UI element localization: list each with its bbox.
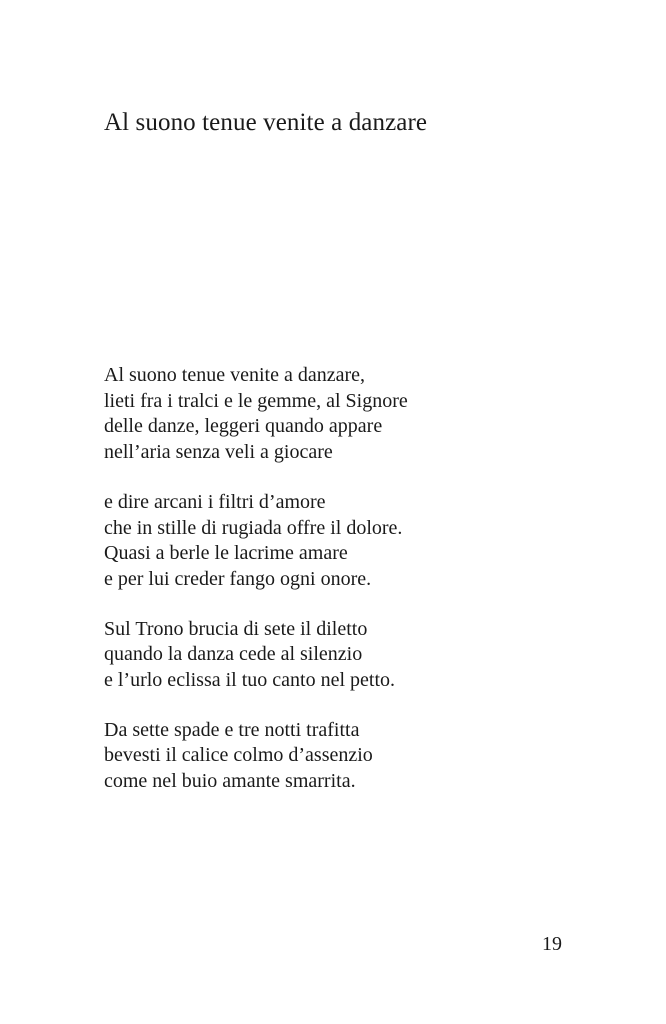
- poem-line: bevesti il calice colmo d’assenzio: [104, 744, 373, 767]
- stanza-4: [104, 718, 584, 795]
- poem-line: Sul Trono brucia di sete il diletto: [104, 617, 368, 640]
- poem-line: e dire arcani i filtri d’amore: [104, 490, 326, 513]
- poem-line: nell’aria senza veli a giocare: [104, 441, 333, 464]
- poem-line: e per lui creder fango ogni onore.: [104, 567, 372, 590]
- stanza-2: [104, 490, 584, 593]
- poem-line: che in stille di rugiada offre il dolore.: [104, 516, 403, 539]
- poem-title: Al suono tenue venite a danzare: [104, 109, 428, 136]
- poem-body: [104, 363, 584, 819]
- poem-line: come nel buio amante smarrita.: [104, 770, 356, 793]
- poem-line: Al suono tenue venite a danzare,: [104, 364, 366, 386]
- poem-line: delle danze, leggeri quando appare: [104, 415, 383, 438]
- poem-line: quando la danza cede al silenzio: [104, 643, 363, 666]
- page-number: 19: [542, 933, 562, 955]
- poem-line: Quasi a berle le lacrime amare: [104, 542, 348, 565]
- poem-line: e l’urlo eclissa il tuo canto nel petto.: [104, 669, 396, 692]
- stanza-3: [104, 617, 584, 694]
- poem-line: lieti fra i tralci e le gemme, al Signore: [104, 389, 408, 412]
- poem-line: Da sette spade e tre notti trafitta: [104, 718, 360, 741]
- stanza-1: [104, 363, 584, 466]
